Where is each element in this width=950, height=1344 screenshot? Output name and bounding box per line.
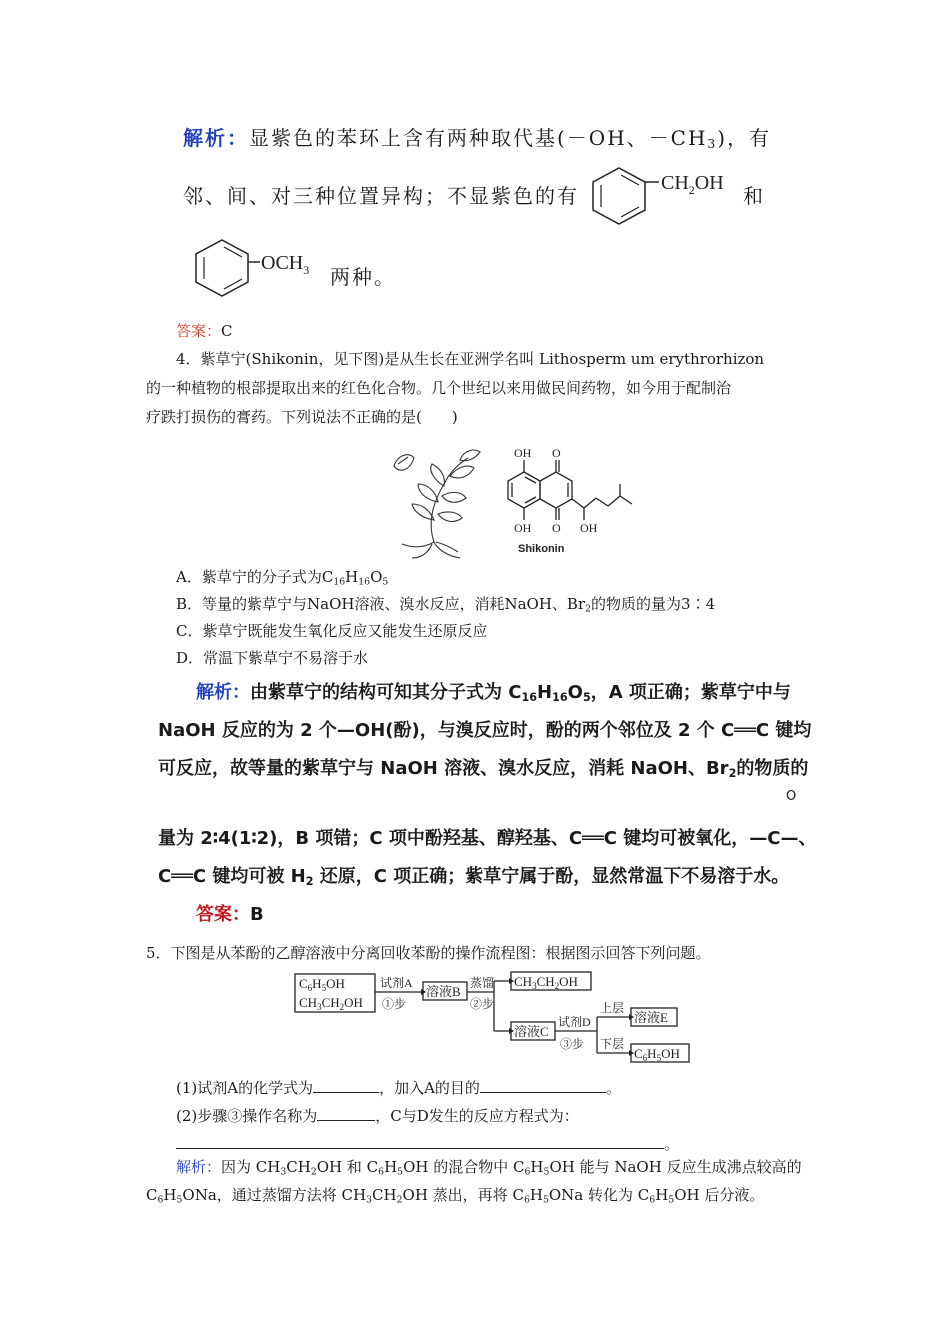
answer-blank-purpose[interactable] [480,1076,606,1093]
svg-text:①步: ①步 [382,997,407,1011]
svg-text:OCH3: $OCH_3$ [261,252,310,277]
svg-text:蒸馏: 蒸馏 [470,976,495,990]
svg-text:O: O [552,446,561,460]
svg-text:OH: OH [514,521,532,535]
q4-option-b: B．等量的紫草宁与NaOH溶液、溴水反应，消耗NaOH、$Br_2$的物质的量为3∶4 [176,595,716,615]
answer-blank-equation[interactable] [176,1132,664,1149]
sol4-line2: NaOH 反应的为 2 个—OH(酚)，与溴反应时，酚的两个邻位及 2 个 C══C 键均 [158,720,812,741]
svg-text:溶液E: 溶液E [634,1010,668,1025]
q4-option-d: D．常温下紫草宁不易溶于水 [176,649,369,667]
svg-text:C6H5OH: $C_6H_5OH$ [634,1046,680,1063]
shikonin-structure [494,444,634,560]
plant-illustration [388,444,488,562]
sol4-carbonyl-o: O [786,789,797,804]
sol4-line1: 解析：由紫草宁的结构可知其分子式为 $C_{16}H_{16}O_5$，A 项正确；紫草宁中与 [196,682,791,704]
sol5-line1: 解析：因为 $CH_3CH_2OH$ 和 $C_6H_5OH$ 的混合物中 $C_6H_5OH$ 能与 NaOH 反应生成沸点较高的 [176,1158,802,1178]
sol4-label: 解析： [196,682,250,703]
sol3-line1: 解析：显紫色的苯环上含有两种取代基(－OH、$-CH_3$)，有 [183,126,772,152]
q5-part2-equation: 。 [176,1132,679,1152]
q4-line2: 的一种植物的根部提取出来的红色化合物。几个世纪以来用做民间药物，如今用于配制治 [146,379,732,397]
sol5-line2: $C_6H_5ONa$，通过蒸馏方法将 $CH_3CH_2OH$ 蒸出，再将 $C_6H_5ONa$ 转化为 $C_6H_5OH$ 后分液。 [146,1186,765,1206]
svg-text:O: O [552,521,561,535]
sol4-line5: C══C 键均可被 $H_2$ 还原，C 项正确；紫草宁属于酚，显然常温下不易溶于水。 [158,866,790,888]
answer-blank-reagent-a[interactable] [313,1076,379,1093]
sol5-label: 解析： [176,1158,222,1176]
svg-text:溶液C: 溶液C [514,1024,549,1039]
svg-text:溶液B: 溶液B [426,984,461,999]
sol3-label: 解析： [183,126,249,150]
svg-text:试剂A: 试剂A [380,976,413,990]
svg-text:试剂D: 试剂D [558,1015,591,1029]
svg-text:CH2OH: $CH_2OH$ [661,172,724,197]
q4-line1: 4．紫草宁(Shikonin，见下图)是从生长在亚洲学名叫 Lithosperm um erythrorhizon [176,350,765,368]
sol3-answer: 答案：C [176,322,233,340]
sol3-line2-start: 邻、间、对三种位置异构；不显紫色的有 [183,184,579,208]
svg-text:③步: ③步 [560,1037,585,1051]
q4-line3: 疗跌打损伤的膏药。下列说法不正确的是( ) [146,408,458,426]
svg-text:上层: 上层 [600,1001,625,1015]
svg-text:OH: OH [580,521,598,535]
svg-text:OH: OH [514,446,532,460]
svg-text:Shikonin: Shikonin [518,543,565,555]
sol4-line4: 量为 2∶4(1∶2)，B 项错；C 项中酚羟基、醇羟基、C══C 键均可被氧化，—C—、 [158,828,817,849]
svg-text:C6H5OH: $C_6H_5OH$ [299,976,345,993]
sol4-answer: 答案：B [196,904,264,925]
q4-option-c: C．紫草宁既能发生氧化反应又能发生还原反应 [176,622,488,640]
benzyl-alcohol-structure [585,160,735,235]
q5-line1: 5．下图是从苯酚的乙醇溶液中分离回收苯酚的操作流程图：根据图示回答下列问题。 [146,944,711,962]
q4-option-a: A．紫草宁的分子式为$C_{16}H_{16}O_5$ [176,568,389,588]
carbonyl-group: —C— [749,828,799,849]
q5-part1: (1)试剂A的化学式为 ，加入A的目的 。 [176,1076,621,1096]
svg-text:CH3CH2OH: $CH_3CH_2OH$ [299,995,363,1012]
sol3-line2-and: 和 [743,184,765,208]
sol3-line3: 两种。 [330,265,396,289]
sol4-line3: 可反应，故等量的紫草宁与 NaOH 溶液、溴水反应，消耗 NaOH、$Br_2$的物质的 [158,758,809,780]
answer-blank-operation[interactable] [317,1104,375,1121]
svg-text:CH3CH2OH: $CH_3CH_2OH$ [514,974,578,991]
svg-text:下层: 下层 [600,1037,625,1051]
separation-flowchart [290,968,700,1068]
svg-text:②步: ②步 [470,997,495,1011]
anisole-structure [188,234,328,309]
q5-part2: (2)步骤③操作名称为 ，C与D发生的反应方程式为： [176,1104,579,1124]
